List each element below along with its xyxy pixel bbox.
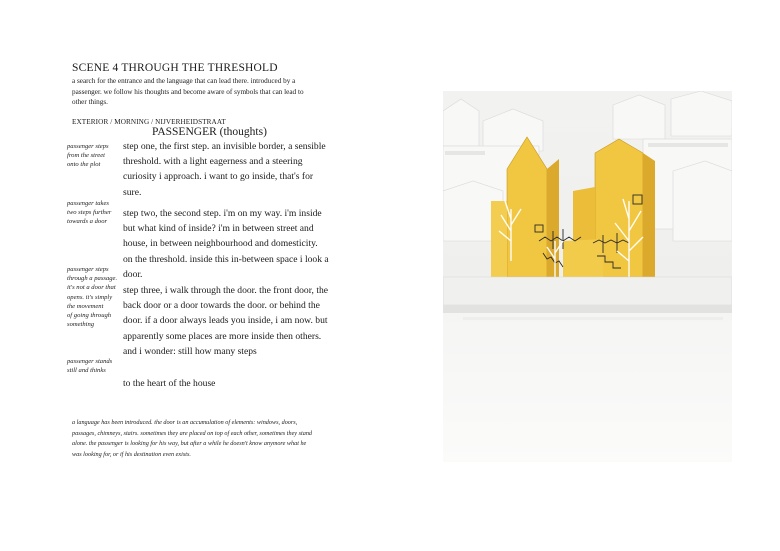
dialogue-line: on the threshold. inside this in-between space i look a	[123, 253, 329, 265]
dialogue-line: step three, i walk through the door. the front door, the	[123, 285, 329, 296]
dialogue-line: and i wonder: still how many steps	[123, 345, 257, 357]
note-line: from the street	[67, 152, 105, 160]
dialogue-line: sure.	[123, 186, 142, 198]
stage-direction-2	[67, 199, 123, 227]
model-photo	[443, 91, 732, 462]
note-line: the movement	[67, 302, 104, 310]
note-line: two steps further	[67, 209, 112, 217]
dialogue-line: but what kind of inside? i'm in between street and	[123, 223, 314, 235]
dialogue-block-3	[123, 283, 345, 359]
note-line: opens. it's simply	[67, 293, 113, 301]
dialogue-line: apparently some places are more inside then others.	[123, 330, 322, 342]
note-line: passenger steps	[67, 143, 109, 150]
intro-line: a search for the entrance and the language that can lead there. introduced by a	[72, 77, 296, 85]
intro-line: passenger. we follow his thoughts and become aware of symbols that can lead to	[72, 87, 304, 96]
footnote-line: a language has been introduced. the door is an accumulation of elements: windows, doors,	[72, 419, 298, 426]
dialogue-line: to the heart of the house	[123, 378, 216, 389]
scene-intro	[72, 76, 357, 108]
dialogue-line: step two, the second step. i'm on my way. i'm inside	[123, 208, 322, 219]
stage-direction-1	[67, 142, 123, 170]
dialogue-line: door.	[123, 268, 143, 280]
note-line: something	[67, 321, 95, 329]
note-line: through a passage.	[67, 275, 118, 283]
model-illustration	[443, 91, 732, 462]
footnote-line: alone. the passenger is looking for his way, but after a while he doesn't know anymore what he	[72, 440, 307, 448]
note-line: passenger steps	[67, 266, 109, 273]
note-line: of going through	[67, 312, 112, 320]
dialogue-block-1	[123, 139, 345, 200]
footnote-line: passages, chimneys, stairs. sometimes they are placed on top of each other, sometimes they stand	[72, 429, 313, 437]
dialogue-block-4	[123, 376, 345, 391]
slugline: EXTERIOR / MORNING / NIJVERHEIDSTRAAT	[72, 118, 226, 126]
stage-direction-3	[67, 265, 123, 329]
dialogue-line: door. if a door always leads you inside, i am now. but	[123, 315, 328, 327]
intro-line: other things.	[72, 98, 108, 106]
scene-title: SCENE 4 THROUGH THE THRESHOLD	[72, 62, 278, 74]
dialogue-line: house, in between neighbourhood and domesticity.	[123, 238, 318, 250]
note-line: still and thinks	[67, 367, 106, 375]
note-line: passenger takes	[67, 200, 109, 207]
dialogue-block-2	[123, 206, 345, 282]
dialogue-line: threshold. with a light eagerness and a steering	[123, 156, 303, 168]
footnote	[72, 418, 372, 460]
dialogue-line: curiosity i approach. i want to go inside, that's for	[123, 171, 314, 183]
note-line: it's not a door that	[67, 284, 116, 292]
note-line: passenger stands	[67, 358, 113, 365]
footnote-line: was looking for, or if his destination even exists.	[72, 450, 191, 458]
note-line: onto the plot	[67, 161, 101, 169]
character-heading: PASSENGER (thoughts)	[152, 126, 267, 138]
note-line: towards a door	[67, 218, 108, 226]
stage-direction-4	[67, 357, 123, 375]
dialogue-line: step one, the first step. an invisible border, a sensible	[123, 141, 326, 152]
dialogue-line: back door or a door towards the door. or behind the	[123, 300, 320, 312]
